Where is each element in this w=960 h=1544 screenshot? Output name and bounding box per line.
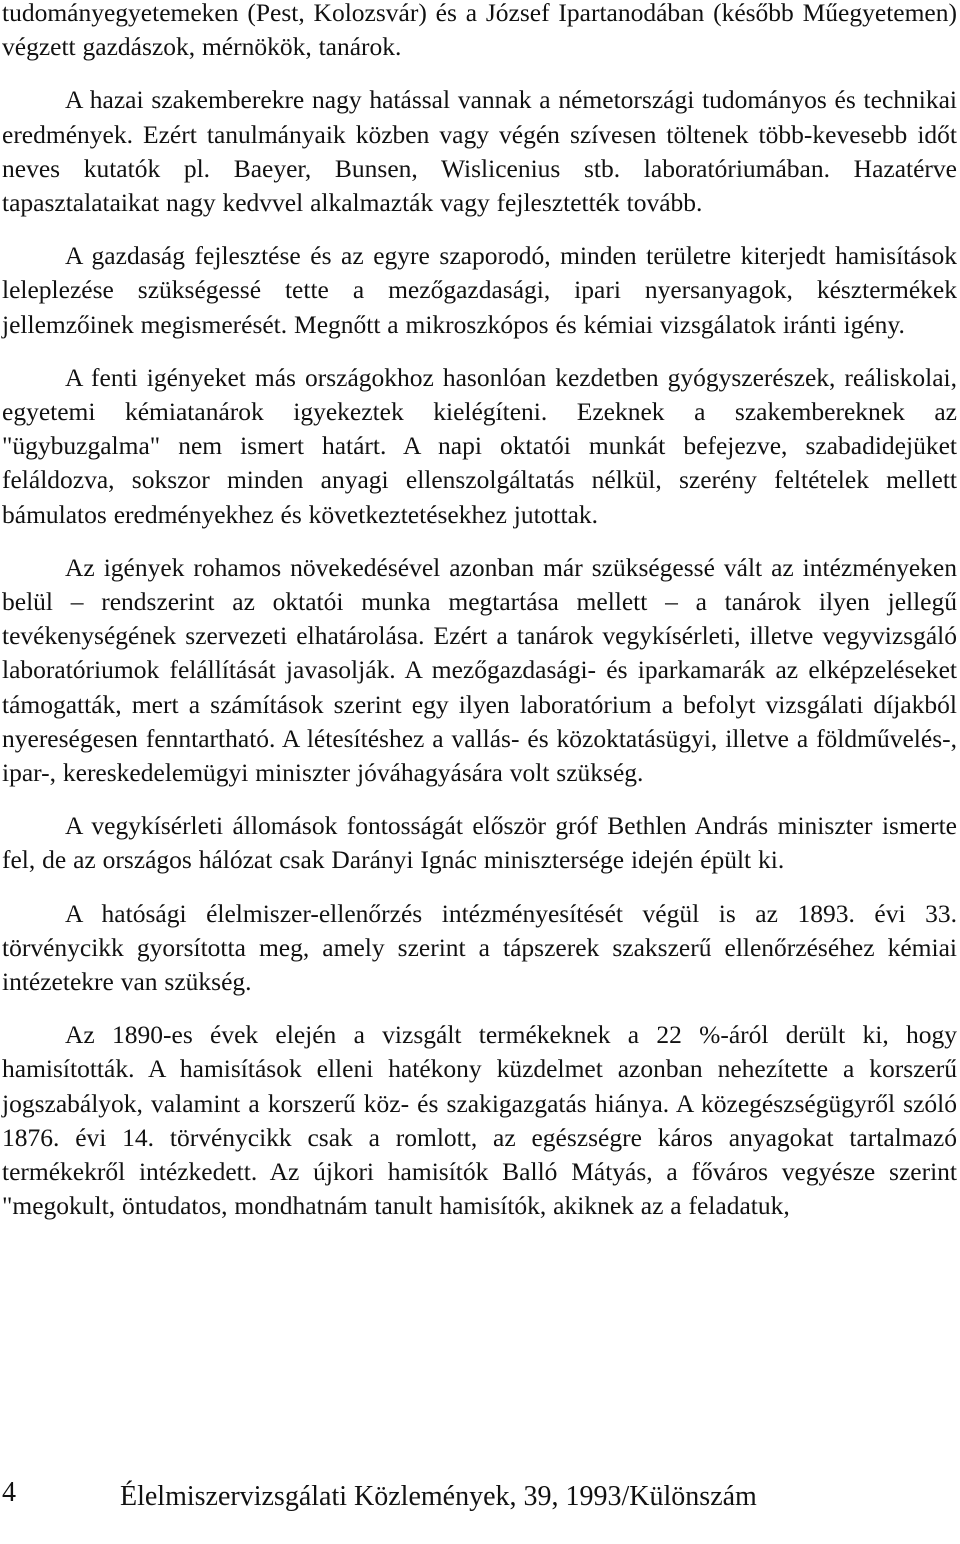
paragraph: A hazai szakemberekre nagy hatással vannak a németországi tudományos és technikai eredmények. Ezért tanulmányaik közben vagy végén szívesen töltenek több-kevesebb időt neves kutatók pl. Baeyer, Bunsen, Wislicenius stb. laboratóriumában. Hazatérve tapasztalataikat nagy kedvvel alkalmazták vagy fejlesztették tovább. — [2, 85, 957, 218]
paragraph-gap — [2, 64, 957, 83]
paragraph-gap — [2, 342, 957, 361]
paragraph: A gazdaság fejlesztése és az egyre szaporodó, minden területre kiterjedt hamisítások leleplezése szükségessé tette a mezőgazdasági, ipari nyersanyagok, késztermékek jellemzőinek megismerését. Megnőtt a mikroszkópos és kémiai vizsgálatok iránti igény. — [2, 241, 957, 339]
paragraph: A vegykísérleti állomások fontosságát először gróf Bethlen András miniszter ismerte fel, de az országos hálózat csak Darányi Ignác minisztersége idején épült ki. — [2, 811, 957, 875]
paragraph-gap — [2, 532, 957, 551]
body-text-part-1 — [2, 0, 957, 1224]
running-footer: Élelmiszervizsgálati Közlemények, 39, 1993/Különszám — [120, 1481, 757, 1512]
paragraph: Az 1890-es évek elején a vizsgált termékeknek a 22 %-áról derült ki, hogy hamisították. A hamisítások elleni hatékony küzdelmet azonban nehezítette a korszerű jogszabályok, valamint a korszerű köz- és szakigazgatás hiánya. A közegészségügyről szóló 1876. évi 14. törvénycikk csak a romlott, az egészségre káros anyagokat tartalmazó termékekről intézkedett. Az újkori hamisítók Balló Mátyás, a főváros vegyésze szerint "megokult, öntudatos, mondhatnám tanult hamisítók, akiknek az a feladatuk, — [2, 1020, 957, 1221]
page-number: 4 — [2, 1477, 16, 1508]
paragraph: A fenti igényeket más országokhoz hasonlóan kezdetben gyógyszerészek, reáliskolai, egyetemi kémiatanárok igyekeztek kielégíteni. Ezeknek a szakembereknek az "ügybuzgalma" nem ismert határt. A napi oktatói munkát befejezve, szabadidejüket feláldozva, sokszor minden anyagi ellenszolgáltatás nélkül, szerény feltételek mellett bámulatos eredményekhez és következtetésekhez jutottak. — [2, 362, 957, 529]
paragraph: Az igények rohamos növekedésével azonban már szükségessé vált az intézményeken belül – rendszerint az oktatói munka megtartása mellett – a tanárok ilyen jellegű tevékenységének szervezeti elhatárolása. Ezért a tanárok vegykísérleti, illetve vegyvizsgáló laboratóriumok felállítását javasolják. A mezőgazdasági- és iparkamarák az elképzeléseket támogatták, mert a számítások szerint egy ilyen laboratórium a befolyt vizsgálati díjakból nyereségesen fenntartható. A létesítéshez a vallás- és közoktatásügyi, illetve a földművelés-, ipar-, kereskedelemügyi miniszter jóváhagyására volt szükség. — [2, 552, 957, 788]
paragraph-gap — [2, 790, 957, 809]
paragraph-gap — [2, 220, 957, 239]
paragraph: A hatósági élelmiszer-ellenőrzés intézményesítését végül is az 1893. évi 33. törvénycikk gyorsította meg, amely szerint a tápszerek szakszerű ellenőrzéséhez kémiai intézetekre van szükség. — [2, 898, 957, 997]
paragraph-gap — [2, 999, 957, 1018]
paragraph-gap — [2, 878, 957, 897]
paragraph-continuation: tudományegyetemeken (Pest, Kolozsvár) és a József Ipartanodában (később Műegyetemen) végzett gazdászok, mérnökök, tanárok. — [2, 0, 957, 62]
